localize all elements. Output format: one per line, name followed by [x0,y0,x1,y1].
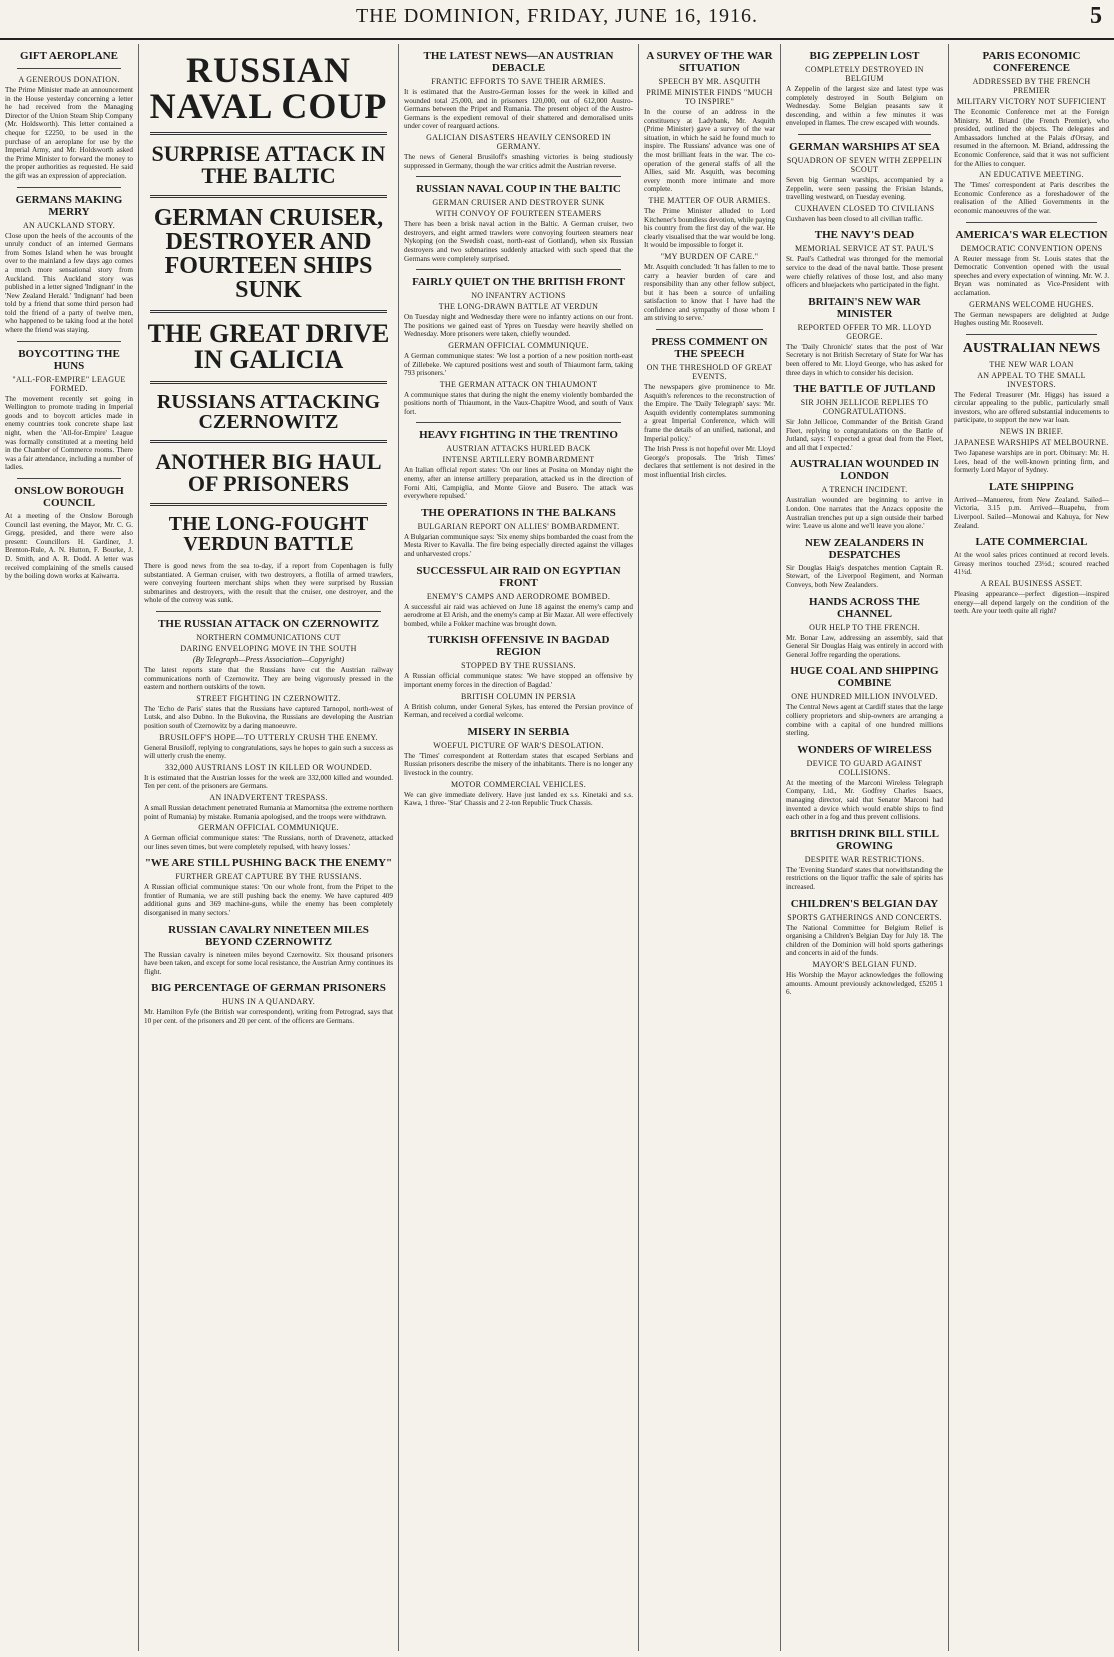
article-subheading: CUXHAVEN CLOSED TO CIVILIANS [794,203,935,213]
article-subheading: WITH CONVOY OF FOURTEEN STEAMERS [435,209,602,219]
column-3 [398,44,638,1651]
article-body: The Prime Minister alluded to Lord Kitchener's boundless devotion, while paying his country from the first day of the war. He clearly visualised that the war would be long. It would be impossible to forget it. [644,206,775,250]
article-heading: AMERICA'S WAR ELECTION [955,228,1108,241]
article-heading: BOYCOTTING THE HUNS [18,347,120,372]
dateline: (By Telegraph—Press Association—Copyright) [192,654,345,664]
column-5 [780,44,948,1651]
article-heading: WONDERS OF WIRELESS [797,743,932,756]
article-body: On Tuesday night and Wednesday there were no infantry actions on our front. The positions we gained east of Ypres on Tuesday were heavily shelled on Wednesday. More prisoners were taken, chiefly wounded. [404,313,633,339]
article-body: St. Paul's Cathedral was thronged for the memorial service to the dead of the naval battle. Those present were chiefly relatives of those lost, and also many officers and bluejackets who participated in the fight. [786,255,943,290]
article-heading: TURKISH OFFENSIVE IN BAGDAD REGION [427,634,610,659]
article-heading: SUCCESSFUL AIR RAID ON EGYPTIAN FRONT [416,564,621,589]
article-heading: THE RUSSIAN ATTACK ON CZERNOWITZ [158,617,379,630]
article-heading: A SURVEY OF THE WAR SITUATION [646,50,773,74]
article-body: Mr. Bonar Law, addressing an assembly, said that General Sir Douglas Haig was entirely in accord with General Joffre regarding the operations. [786,633,943,659]
article-subheading: GERMAN OFFICIAL COMMUNIQUE. [198,823,339,833]
article-subheading: AUSTRIAN ATTACKS HURLED BACK [446,444,591,454]
article-body: Australian wounded are beginning to arrive in London. One narrates that the Anzacs opposite the Australian trenches put up a sign outside their barbed wire: 'Leave us alone and we'll leave you alone.' [786,496,943,531]
article-subheading: DEVICE TO GUARD AGAINST COLLISIONS. [806,758,923,777]
article-body: The 'Times' correspondent at Paris describes the Economic Conference as a foreshadower of the realisation of the Allied Governments in the economic manoeuvres of the war. [954,181,1109,215]
headline-main: RUSSIAN NAVAL COUP [149,50,388,126]
article-body: A communique states that during the night the enemy violently bombarded the positions north of Thiaumont, in the Vaux-Chapitre Wood, and south of Vaux fort. [404,390,633,416]
article-body: The Economic Conference met at the Foreign Ministry. M. Briand (the French Premier), who presided, outlined the objects. The delegates and Ambassadors lunched at the Palais d'Orsay, and resumed in the afternoon. M. Briand, addressing the Economic Conference, said that it was not sufficient for the Allies to conquer. [954,108,1109,168]
article-subheading: MOTOR COMMERCIAL VEHICLES. [451,779,586,789]
article-body: The 'Times' correspondent at Rotterdam states that escaped Serbians and Russian prisoners describe the misery of the inhabitants. There is no longer any livestock in the country. [404,751,633,777]
divider [798,134,931,135]
article-subheading: WOEFUL PICTURE OF WAR'S DESOLATION. [433,740,604,750]
article-body: In the course of an address in the constituency at Ladybank, Mr. Asquith (Prime Minister) gave a survey of the war situation, in which he said he found much to inspire. The Russians' advance was one of the most brilliant feats in the war. The co-operation of the general staffs of all the Allies, said Mr. Asquith, was becoming every month more intimate and more complete. [644,108,775,194]
article-heading: BRITAIN'S NEW WAR MINISTER [808,295,921,320]
headline: GERMAN CRUISER, DESTROYER AND FOURTEEN SHIPS SUNK [153,205,384,303]
article-subheading: GERMAN CRUISER AND DESTROYER SUNK [432,198,605,208]
divider [150,310,387,313]
article-subheading: THE GERMAN ATTACK ON THIAUMONT [439,379,598,389]
article-heading: BIG ZEPPELIN LOST [809,50,920,62]
article-subheading: COMPLETELY DESTROYED IN BELGIUM [805,65,924,83]
article-body: A Reuter message from St. Louis states that the Democratic Convention opened with the usual speeches and every expectation of winning. Mr. W. J. Bryan was nominated as Vice-President with acclamation. [954,254,1109,297]
article-subheading: FURTHER GREAT CAPTURE BY THE RUSSIANS. [175,872,362,882]
divider [150,132,387,135]
article-body: A German communique states: 'We lost a portion of a new position north-east of Zillebeke. We captured positions west and south of Thiaumont farm, taking 793 prisoners.' [404,351,633,378]
article-body: Two Japanese warships are in port. Obituary: Mr. H. Lees, head of the well-known printing firm, and formerly Lord Mayor of Sydney. [954,449,1109,475]
article-body: The Federal Treasurer (Mr. Higgs) has issued a circular appealing to the public, particularly small investors, who are offered substantial inducements to participate, to support the new war loan. [954,390,1109,425]
divider [17,341,121,342]
headline: THE LONG-FOUGHT VERDUN BATTLE [168,513,369,555]
divider [17,187,121,188]
page-number: 5 [1090,3,1102,29]
article-body: A British column, under General Sykes, has entered the Persian province of Kerman, and received a cordial welcome. [404,702,633,720]
article-subheading: GALICIAN DISASTERS HEAVILY CENSORED IN GERMANY. [426,132,611,151]
article-subheading: NORTHERN COMMUNICATIONS CUT [196,632,341,642]
article-subheading: NO INFANTRY ACTIONS [471,291,566,301]
article-heading: RUSSIAN CAVALRY NINETEEN MILES BEYOND CZERNOWITZ [168,923,369,948]
article-subheading: AN INADVERTENT TRESPASS. [209,792,328,802]
article-subheading: AN AUCKLAND STORY. [22,220,115,230]
article-body: The Russian cavalry is nineteen miles beyond Czernowitz. Six thousand prisoners have been taken, and except for some local resistance, the Austrian Army continues its flight. [144,950,393,976]
article-body: It is estimated that the Austro-German losses for the week in killed and wounded total 25,000, and in prisoners 120,000, out of 612,000 Austro-Germans between the Pripet and Rumania. The present object of the Austro-Germans is the expedient removal of their shattered and demoralised units under cover of rearguard actions. [404,88,633,131]
divider [156,611,381,612]
article-subheading: DESPITE WAR RESTRICTIONS. [804,854,925,864]
article-heading: GERMAN WARSHIPS AT SEA [789,140,940,153]
divider [656,329,763,330]
article-body: Cuxhaven has been closed to all civilian traffic. [786,214,923,223]
article-heading: HEAVY FIGHTING IN THE TRENTINO [419,429,618,442]
article-heading: RUSSIAN NAVAL COUP IN THE BALTIC [416,183,621,196]
article-body: The German newspapers are delighted at Judge Hughes ousting Mr. Roosevelt. [954,310,1109,328]
divider [966,334,1097,335]
article-subheading: 332,000 AUSTRIANS LOST IN KILLED OR WOUNDED. [164,762,373,772]
headline: SURPRISE ATTACK IN THE BALTIC [151,141,386,188]
article-subheading: ENEMY'S CAMPS AND AERODROME BOMBED. [426,591,611,601]
article-body: Close upon the heels of the accounts of the unruly conduct of an interned Germans from Somes Island when he was brought over to the mainland a few days ago comes a much more sensational story from Auckland. This Auckland story was published in a letter signed 'Indignant' in the 'New Zealand Herald.' 'Indignant' had been told by a friend that some third person had told the friend of a party of twelve men, who happened to be taking food at the hotel where the friend was staying. [5,231,133,335]
article-heading: PRESS COMMENT ON THE SPEECH [651,336,768,361]
article-subheading: FRANTIC EFFORTS TO SAVE THEIR ARMIES. [431,77,606,86]
article-heading: THE NAVY'S DEAD [814,229,915,242]
newspaper-title: THE DOMINION, FRIDAY, JUNE 16, 1916. [355,5,759,27]
article-heading: GIFT AEROPLANE [20,50,118,62]
article-heading: AUSTRALIAN NEWS [962,340,1101,356]
article-body: At a meeting of the Onslow Borough Council last evening, the Mayor, Mr. C. G. Gregg, presided, and there were also present: Councillors H. Gardiner, J. Brenton-Rule, A. N. Hutton, F. Bourke, J. D. Smith, and A. R. Dodd. A letter was received complaining of the smells caused by the boiling down works at Kaiwarra. [5,512,133,581]
article-subheading: MEMORIAL SERVICE AT ST. PAUL'S [795,244,934,254]
divider [150,440,387,443]
article-heading: NEW ZEALANDERS IN DESPATCHES [805,536,924,561]
divider [416,269,621,270]
article-body: A successful air raid was achieved on June 18 against the enemy's camp and aerodrome at El Arish, and the enemy's camp at Bir Mazar. All were effectively bombed, while a Fokker machine was brought down. [404,602,633,628]
article-body: Sir John Jellicoe, Commander of the British Grand Fleet, replying to congratulations on the Battle of Jutland, says: 'I expected a great deal from the Fleet, and all that I expected.' [786,418,943,452]
article-subheading: HUNS IN A QUANDARY. [221,997,316,1007]
article-body: The Central News agent at Cardiff states that the large colliery proprietors and ship-owners are arranging a combine with a capital of one hundred millions sterling. [786,703,943,738]
article-heading: PARIS ECONOMIC CONFERENCE [982,50,1081,74]
article-subheading: SPEECH BY MR. ASQUITH [658,77,761,86]
article-heading: THE BATTLE OF JUTLAND [793,383,936,396]
article-body: His Worship the Mayor acknowledges the following amounts. Amount previously acknowledged, £5205 1 6. [786,970,943,997]
article-subheading: A GENEROUS DONATION. [18,75,120,84]
divider [17,68,121,69]
article-body: A Bulgarian communique says: 'Six enemy ships bombarded the coast from the Mesta River to Kavalla. The fire being especially directed against the villages and unharvested crops.' [404,532,633,559]
article-body: A small Russian detachment penetrated Rumania at Mamornitsa (the extreme northern point of Rumania) by mistake. Rumania apologised, and the troops were withdrawn. [144,803,393,821]
article-body: At the meeting of the Marconi Wireless Telegraph Company, Ltd., Mr. Godfrey Charles Isaacs, managing director, said that Senator Marconi had invented a device which would enable ships to find each other in a fog and thus prevent collisions. [786,778,943,822]
headline: THE GREAT DRIVE IN GALICIA [147,319,390,374]
article-heading: HUGE COAL AND SHIPPING COMBINE [790,665,939,690]
article-body: The Prime Minister made an announcement in the House yesterday concerning a letter he had received from the Managing Director of the Union Steam Ship Company (Mr. Holdsworth). This letter contained a cheque for £2250, to be used in the purchase of an aeroplane for use by the Imperial Army, and Mr. Holdsworth asked the Prime Minister to forward the money to the proper authorities as requested. He said the gift was an expression of appreciation. [5,86,133,180]
article-subheading: A TRENCH INCIDENT. [821,485,908,495]
divider [150,503,387,506]
article-subheading: AN EDUCATIVE MEETING. [979,170,1084,180]
divider [966,222,1097,223]
article-heading: FAIRLY QUIET ON THE BRITISH FRONT [412,276,625,289]
article-subheading: BULGARIAN REPORT ON ALLIES' BOMBARDMENT. [417,521,620,531]
article-heading: HANDS ACROSS THE CHANNEL [808,595,921,620]
article-body: The latest reports state that the Russians have cut the Austrian railway communications north of Czernowitz. They are being vigorously pressed in the eastern and northern outskirts of the town. [144,665,393,692]
article-subheading: THE MATTER OF OUR ARMIES. [648,195,771,205]
article-body: A German official communique states: 'The Russians, north of Dravenetz, attacked our lines seven times, but were completely repulsed, with heavy losses.' [144,834,393,851]
article-body: A Russian official communique states: 'On our whole front, from the Pripet to the frontier of Rumania, we are still pushing back the enemy. We have captured 409 additional guns and 369 machine-guns, while the enemy has been completely disorganised in many sectors.' [144,883,393,918]
article-subheading: NEWS IN BRIEF. [999,427,1064,437]
article-subheading: SPORTS GATHERINGS AND CONCERTS. [787,912,942,922]
lead-paragraph: There is good news from the sea to-day, if a report from Copenhagen is fully substantiated. A German cruiser, with two destroyers, a flotilla of armed trawlers, were conveying fourteen merchant ships when they were surprised by Russian submarines and destroyers, with the result that the cruiser, one destroyer, and the whole of the convoy was sunk. [144,562,393,605]
article-body: Sir Douglas Haig's despatches mention Captain R. Stewart, of the Liverpool Regiment, and Norman Conveys, both New Zealanders. [786,563,943,590]
article-subheading: OUR HELP TO THE FRENCH. [809,622,920,632]
article-heading: LATE COMMERCIAL [975,536,1088,549]
article-subheading: ADDRESSED BY THE FRENCH PREMIER [972,77,1091,95]
article-body: Seven big German warships, accompanied by a Zeppelin, were seen passing the Frisian Islands, travelling westward, on Tuesday evening. [786,175,943,202]
divider [150,381,387,384]
article-subheading: THE LONG-DRAWN BATTLE AT VERDUN [438,302,599,312]
article-body: At the wool sales prices continued at record levels. Greasy merinos touched 23½d.; scoured reached 41½d. [954,551,1109,577]
article-heading: GERMANS MAKING MERRY [15,193,123,218]
article-subheading: INTENSE ARTILLERY BOMBARDMENT [442,455,595,465]
article-heading: THE OPERATIONS IN THE BALKANS [421,506,616,519]
article-subheading: DEMOCRATIC CONVENTION OPENS [960,243,1103,253]
article-subheading: BRITISH COLUMN IN PERSIA [461,691,576,701]
article-body: Pleasing appearance—perfect digestion—inspired energy—all depend largely on the condition of the teeth. Are your teeth quite all right? [954,590,1109,616]
article-heading: BIG PERCENTAGE OF GERMAN PRISONERS [151,982,386,995]
article-heading: AUSTRALIAN WOUNDED IN LONDON [790,458,939,483]
headline: RUSSIANS ATTACKING CZERNOWITZ [156,391,381,433]
article-subheading: JAPANESE WARSHIPS AT MELBOURNE. [954,438,1109,448]
article-heading: ONSLOW BOROUGH COUNCIL [14,485,124,509]
article-body: An Italian official report states: 'On our lines at Posina on Monday night the enemy, after an intense artillery preparation, attacked us in the direction of Forni Alti, Campiglia, and Monte Giove and Busero. The attack was everywhere repulsed.' [404,466,633,501]
article-body: We can give immediate delivery. Have just landed ex s.s. Kinetaki and s.s. Kawa, 1 three- 'Star' Chassis and 2 2-ton Republic Truck Chassis. [404,790,633,808]
article-subheading: SQUADRON OF SEVEN WITH ZEPPELIN SCOUT [786,155,943,174]
article-subheading: AN APPEAL TO THE SMALL INVESTORS. [977,370,1086,389]
article-body: Mr. Hamilton Fyfe (the British war correspondent), writing from Petrograd, says that 10 per cent. of the prisoners and 20 per cent. of the officers are Germans. [144,1008,393,1026]
article-body: A Zeppelin of the largest size and latest type was completely destroyed in South Belgium on Wednesday. Some Belgian peasants saw it descending, and within a few minutes it was enveloped in flames. The crew escaped with wounds. [786,85,943,128]
divider [150,195,387,198]
divider [416,176,621,177]
article-body: It is estimated that the Austrian losses for the week are 332,000 killed and wounded. Ten per cent. of the prisoners are Germans. [144,773,393,791]
article-body: General Brusiloff, replying to congratulations, says he hopes to gain such a success as will utterly crush the enemy. [144,743,393,761]
article-subheading: MAYOR'S BELGIAN FUND. [812,959,917,969]
article-subheading: STREET FIGHTING IN CZERNOWITZ. [196,693,341,703]
article-subheading: GERMAN OFFICIAL COMMUNIQUE. [448,340,589,350]
article-subheading: MILITARY VICTORY NOT SUFFICIENT [956,97,1107,106]
column-6 [948,44,1114,1651]
article-body: The news of General Brusiloff's smashing victories is being studiously suppressed in Germany, though the war critics admit the Austrian reverse. [404,152,633,170]
masthead [0,0,1114,40]
article-body: The movement recently set going in Wellington to promote trading in Imperial goods and to boycott articles made in enemy countries took concrete shape last night, when the 'All-for-Empire' League was formally constituted at a meeting held in the Chamber of Commerce rooms. There was a fair attendance, including a number of ladies. [5,394,133,472]
article-body: A Russian official communique states: 'We have stopped an offensive by important enemy forces in the direction of Bagdad.' [404,672,633,689]
article-heading: THE LATEST NEWS—AN AUSTRIAN DEBACLE [423,50,614,74]
article-heading: CHILDREN'S BELGIAN DAY [790,897,939,910]
article-subheading: ON THE THRESHOLD OF GREAT EVENTS. [646,363,773,382]
article-body: The 'Echo de Paris' states that the Russians have captured Tarnopol, north-west of Lutsk, and also Dubno. In the Bukovina, the Russians are developing the Austrian position south of Czernowitz by a daring manoeuvre. [144,704,393,730]
article-subheading: A REAL BUSINESS ASSET. [980,579,1083,588]
column-2 [138,44,398,1651]
column-1 [0,44,138,1651]
article-body: The 'Daily Chronicle' states that the post of War Secretary is not British Secretary of State for War has been offered to Mr. Lloyd George, who has asked for three days in which to consider his decision. [786,342,943,377]
article-subheading: ONE HUNDRED MILLION INVOLVED. [791,692,938,702]
divider [17,478,121,479]
divider [416,422,621,423]
article-subheading: GERMANS WELCOME HUGHES. [969,299,1094,309]
article-body: Arrived—Manuereu, from New Zealand. Sailed—Victoria, 3.15 p.m. Arrived—Ruapehu, from Liverpool. Sailed—Monowai and Kahuya, for New Zealand. [954,495,1109,530]
headline: ANOTHER BIG HAUL OF PRISONERS [155,449,382,496]
article-subheading: THE NEW WAR LOAN [989,359,1074,369]
column-4 [638,44,780,1651]
article-body: Mr. Asquith concluded: 'It has fallen to me to carry a heavier burden of care and responsibility than any other fellow subject, but it has been a source of unfailing satisfaction to know that I have had the confidence and sympathy of those whom I am striving to serve.' [644,262,775,323]
article-heading: MISERY IN SERBIA [467,725,570,738]
article-body: The newspapers give prominence to Mr. Asquith's references to the reconstruction of the Empire. The 'Daily Telegraph' says: 'Mr. Asquith evidently contemplates summoning a great Imperial Conference, which will frame the details of an unified, national, and Imperial policy.' [644,383,775,443]
article-heading: BRITISH DRINK BILL STILL GROWING [790,827,939,852]
article-heading: LATE SHIPPING [988,480,1075,493]
article-heading: "WE ARE STILL PUSHING BACK THE ENEMY" [144,857,393,870]
article-body: The 'Evening Standard' states that notwithstanding the restrictions on the liquor traffic the sale of spirits has increased. [786,865,943,891]
article-subheading: STOPPED BY THE RUSSIANS. [461,661,576,671]
article-subheading: "MY BURDEN OF CARE." [660,251,759,261]
article-subheading: REPORTED OFFER TO MR. LLOYD GEORGE. [797,322,932,341]
article-subheading: PRIME MINISTER FINDS "MUCH TO INSPIRE" [646,88,773,106]
article-body: The National Committee for Belgium Relief is organising a Children's Belgian Day for July 18. The children of the Dominion will hold sports gatherings and concerts in aid of the funds. [786,923,943,958]
article-body: There has been a brisk naval action in the Baltic. A German cruiser, two destroyers, and eight armed trawlers were convoying fourteen steamers near Nykoping (on the Swedish coast, north-east of Gottland), when six Russian destroyers and two submarines suddenly attacked with such speed that the Germans were completely surprised. [404,220,633,263]
article-body: The Irish Press is not hopeful over Mr. Lloyd George's proposals. The 'Irish Times' declares that settlement is not desired in the most influential Irish circles. [644,445,775,479]
article-subheading: DARING ENVELOPING MOVE IN THE SOUTH [180,643,357,653]
article-subheading: "ALL-FOR-EMPIRE" LEAGUE FORMED. [12,374,126,393]
article-subheading: BRUSILOFF'S HOPE—TO UTTERLY CRUSH THE ENEMY. [159,732,378,742]
article-subheading: SIR JOHN JELLICOE REPLIES TO CONGRATULATIONS. [800,398,929,417]
